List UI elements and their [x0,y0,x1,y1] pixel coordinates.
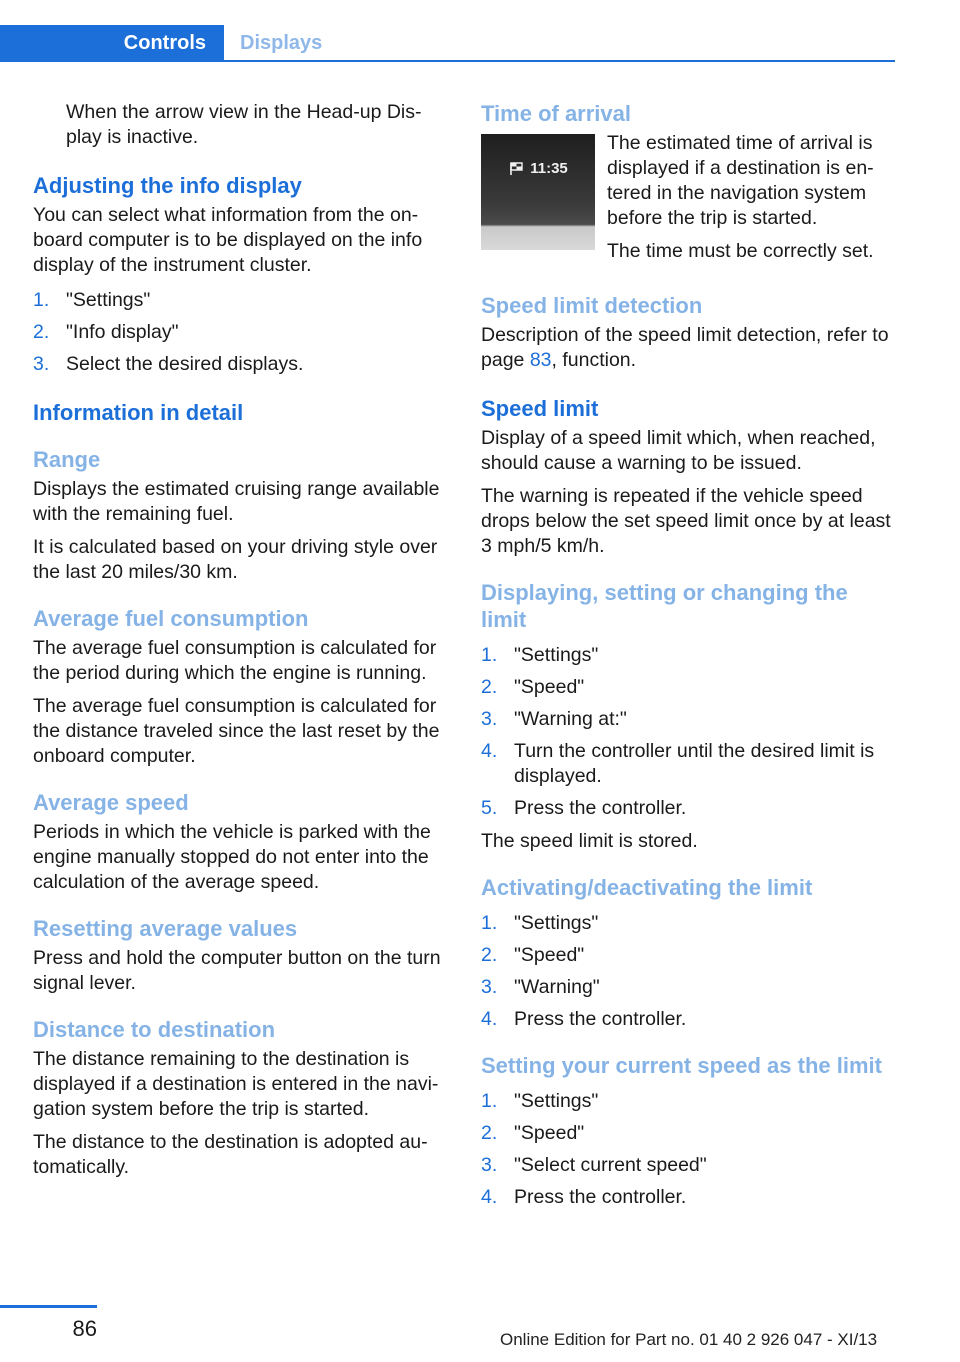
tab-controls[interactable]: Controls [0,25,224,61]
step-text: "Info display" [66,321,179,343]
step-number: 3. [33,353,50,375]
distance-text-1: The distance remaining to the destination is displayed if a destination is entered in the navi‐gation system before the trip is started. [33,1048,439,1120]
arrival-block [481,131,896,272]
list-item [481,975,896,1000]
list-item [481,911,896,936]
avg-speed-text: Periods in which the vehicle is parked with the engine manually stopped do not enter into the calculation of the average speed. [33,821,431,893]
current-steps [481,1089,896,1210]
footer-divider [0,1305,97,1308]
step-text: "Select current speed" [514,1154,707,1176]
step-number: 3. [481,976,498,998]
step-number: 1. [33,289,50,311]
range-text-2: It is calculated based on your driving style over the last 20 miles/30 km. [33,536,438,583]
detail-heading: Information in detail [33,400,244,425]
distance-heading: Distance to destination [33,1017,276,1042]
tab-displays[interactable]: Displays [240,31,323,54]
step-text: Press the controller. [514,1008,687,1030]
avg-fuel-text-2: The average fuel consumption is calculated for the distance traveled since the last reset by the onboard computer. [33,695,440,767]
step-text: "Warning at:" [514,708,627,730]
step-number: 1. [481,912,498,934]
left-column [33,100,448,1188]
step-number: 1. [481,644,498,666]
step-number: 3. [481,708,498,730]
list-item [33,288,448,313]
step-number: 2. [481,1122,498,1144]
step-text: Select the desired displays. [66,353,304,375]
setting-steps [481,643,896,821]
list-item [481,707,896,732]
detection-heading: Speed limit detection [481,293,703,318]
destination-flag-icon [508,162,524,176]
step-number: 4. [481,1008,498,1030]
step-text: Press the controller. [514,1186,687,1208]
step-text: "Settings" [514,644,599,666]
list-item [481,1121,896,1146]
step-number: 4. [481,740,498,762]
activating-steps [481,911,896,1032]
distance-text-2: The distance to the destination is adopted au‐tomatically. [33,1131,428,1178]
right-column [481,100,896,1218]
arrival-readout [508,160,568,177]
step-text: "Settings" [66,289,151,311]
edition-text: Online Edition for Part no. 01 40 2 926 047 - XI/13 [500,1330,878,1349]
list-item [33,320,448,345]
step-text: Turn the controller until the desired limit is displayed. [514,740,875,787]
list-item [481,943,896,968]
list-item [481,1007,896,1032]
step-text: Press the controller. [514,797,687,819]
step-number: 4. [481,1186,498,1208]
intro-text: When the arrow view in the Head-up Dis‐play is inactive. [66,101,422,148]
list-item [481,643,896,668]
range-heading: Range [33,447,101,472]
setting-after-text: The speed limit is stored. [481,830,698,852]
list-item [33,352,448,377]
step-number: 2. [481,944,498,966]
list-item [481,675,896,700]
step-number: 5. [481,797,498,819]
step-text: "Settings" [514,1090,599,1112]
reset-text: Press and hold the computer button on the turn signal lever. [33,947,441,994]
arrival-text [607,131,896,272]
list-item [481,1185,896,1210]
header-divider [0,60,895,62]
step-text: "Warning" [514,976,600,998]
step-number: 1. [481,1090,498,1112]
step-text: "Speed" [514,944,585,966]
adjusting-text: You can select what information from the on‐board computer is to be displayed on the info display of the instrument cluster. [33,204,423,276]
step-number: 2. [481,676,498,698]
adjusting-steps [33,288,448,377]
arrival-heading: Time of arrival [481,101,631,126]
avg-fuel-heading: Average fuel consumption [33,606,309,631]
list-item [481,739,896,789]
list-item [481,1089,896,1114]
limit-text-2: The warning is repeated if the vehicle speed drops below the set speed limit once by at least 3 mph/5 km/h. [481,485,891,557]
detection-text [481,323,896,373]
limit-heading: Speed limit [481,396,599,421]
reset-heading: Resetting average values [33,916,298,941]
avg-fuel-text-1: The average fuel consumption is calculated for the period during which the engine is running. [33,637,437,684]
arrival-text-1: The estimated time of arrival is displayed if a destination is en‐tered in the navigation system before the trip is started. [607,132,874,229]
list-item [481,1153,896,1178]
detection-text-after: , function. [551,349,637,371]
arrival-display-image [481,134,595,250]
list-item [481,796,896,821]
step-text: "Speed" [514,1122,585,1144]
page-number: 86 [72,1316,97,1341]
detection-text-before: Description of the speed limit detection, refer to page [481,324,889,371]
current-heading: Setting your current speed as the limit [481,1053,882,1078]
page-link[interactable]: 83 [529,349,552,371]
step-text: "Speed" [514,676,585,698]
arrival-text-2: The time must be correctly set. [607,240,874,262]
step-number: 2. [33,321,50,343]
step-text: "Settings" [514,912,599,934]
activating-heading: Activating/deactivating the limit [481,875,813,900]
avg-speed-heading: Average speed [33,790,189,815]
step-number: 3. [481,1154,498,1176]
arrival-time-value: 11:35 [530,160,568,177]
adjusting-heading: Adjusting the info display [33,173,302,198]
range-text-1: Displays the estimated cruising range available with the remaining fuel. [33,478,440,525]
header-bar [0,0,895,62]
limit-text-1: Display of a speed limit which, when reached, should cause a warning to be issued. [481,427,876,474]
setting-heading: Displaying, setting or changing the limit [481,580,848,632]
